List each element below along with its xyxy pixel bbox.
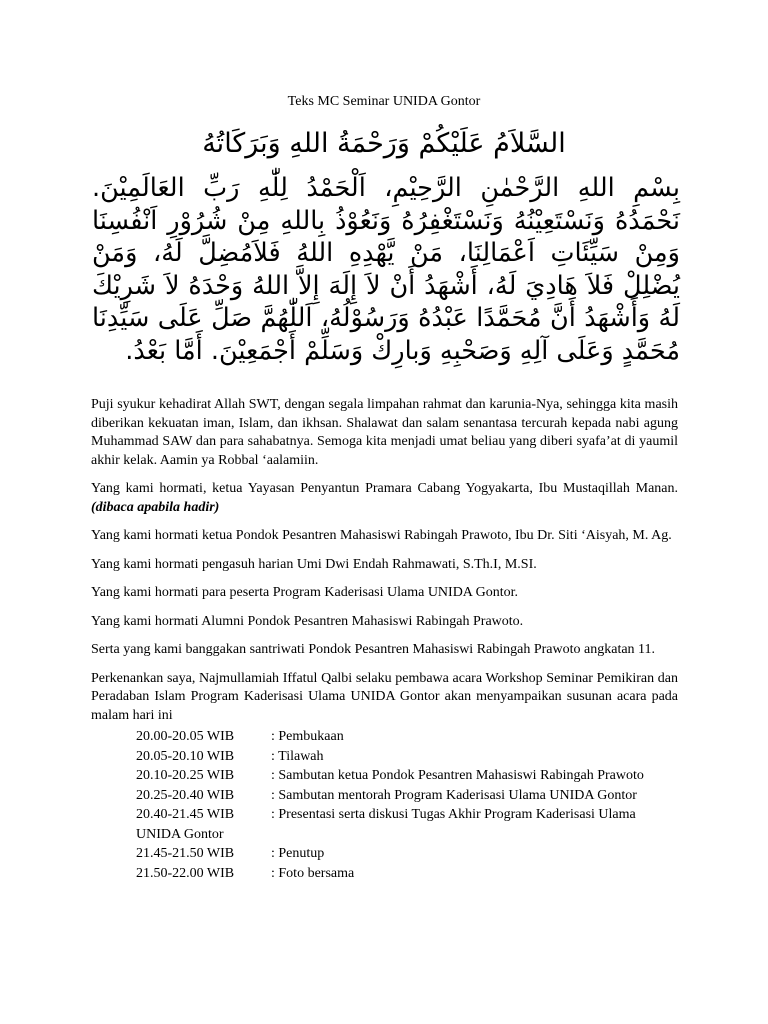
schedule-row (136, 844, 681, 864)
schedule-time: 20.05-20.10 WIB (136, 748, 235, 764)
schedule-time: 21.50-22.00 WIB (136, 865, 235, 881)
greeting-yayasan-text: Yang kami hormati, ketua Yayasan Penyantun Pramara Cabang Yogyakarta, Ibu Mustaqillah Manan. (91, 481, 678, 496)
greeting-note: (dibaca apabila hadir) (91, 499, 220, 515)
schedule-time: 20.00-20.05 WIB (136, 729, 235, 744)
schedule-row (136, 786, 681, 806)
schedule-activity: : Foto bersama (271, 865, 355, 881)
schedule-activity: : Penutup (271, 846, 325, 861)
paragraph-gratitude: Puji syukur kehadirat Allah SWT, dengan segala limpahan rahmat dan karunia-Nya, sehingga kita masih diberikan kekuatan iman, Islam, dan ikhsan. Shalawat dan salam senantasa tercurah kepada nabi agung Muhammad SAW dan para sahabatnya. Semoga kita menjadi umat beliau yang diberi syafa’at di yaumil akhir kelak. Aamin ya Robbal ‘aalamiin. (91, 397, 678, 468)
paragraph-greeting-peserta: Yang kami hormati para peserta Program Kaderisasi Ulama UNIDA Gontor. (91, 585, 519, 600)
paragraph-introduction: Perkenankan saya, Najmullamiah Iffatul Qalbi selaku pembawa acara Workshop Seminar Pemikiran dan Peradaban Islam Program Kaderisasi Ulama UNIDA Gontor akan menyampaikan susunan acara pada malam hari ini (91, 670, 678, 723)
paragraph-greeting-yayasan (91, 480, 678, 517)
schedule-time: 20.10-20.25 WIB (136, 768, 235, 783)
schedule-activity: : Sambutan ketua Pondok Pesantren Mahasiswi Rabingah Prawoto (271, 768, 644, 783)
schedule-time: 20.25-20.40 WIB (136, 787, 235, 803)
schedule-row (136, 747, 681, 767)
document-title: Teks MC Seminar UNIDA Gontor (287, 94, 481, 109)
schedule-activity: : Tilawah (271, 748, 324, 764)
arabic-salam: السَّلاَمُ عَلَيْكُمْ وَرَحْمَةُ اللهِ وَبَرَكَاتُهُ (202, 128, 566, 159)
paragraph-greeting-alumni: Yang kami hormati Alumni Pondok Pesantren Mahasiswi Rabingah Prawoto. (91, 613, 524, 629)
schedule-row (136, 727, 681, 747)
schedule-time: 20.40-21.45 WIB (136, 807, 235, 822)
body-text (91, 396, 678, 883)
schedule-time: 21.45-21.50 WIB (136, 846, 235, 861)
schedule-list (136, 727, 681, 883)
schedule-row (136, 805, 681, 844)
paragraph-greeting-pengasuh: Yang kami hormati pengasuh harian Umi Dwi Endah Rahmawati, S.Th.I, M.SI. (91, 556, 537, 572)
paragraph-greeting-pondok: Yang kami hormati ketua Pondok Pesantren Mahasiswi Rabingah Prawoto, Ibu Dr. Siti ‘Aisyah, M. Ag. (91, 528, 672, 543)
schedule-row (136, 766, 681, 786)
schedule-activity: : Presentasi serta diskusi Tugas Akhir Program Kaderisasi Ulama (271, 807, 636, 822)
schedule-activity: : Pembukaan (271, 729, 344, 744)
schedule-activity: : Sambutan mentorah Program Kaderisasi Ulama UNIDA Gontor (271, 787, 637, 803)
arabic-opening-paragraph: بِسْمِ اللهِ الرَّحْمٰنِ الرَّحِيْمِ، اَلْحَمْدُ لِلّٰهِ رَبِّ العَالَمِيْنَ. نَحْمَدُهُ وَنَسْتَعِيْنُهُ وَنَسْتَغْفِرُهُ وَنَعُوْذُ بِاللهِ مِنْ شُرُوْرِ اَنْفُسِنَا وَمِنْ سَيِّئَاتِ اَعْمَالِنَا، مَنْ يَّهْدِهِ اللهُ فَلاَمُضِلَّ لَهُ، وَمَنْ يُضْلِلْ فَلاَ هَادِيَ لَهُ، أَشْهَدُ أَنْ لاَ إِلَهَ إِلاَّ اللهُ وَحْدَهُ لاَ شَرِيْكَ لَهُ وَأَشْهَدُ أَنَّ مُحَمَّدًا عَبْدُهُ وَرَسُوْلُهُ، اَللّٰهُمَّ صَلِّ عَلَى سَيِّدِنَا مُحَمَّدٍ وَعَلَى آلِهِ وَصَحْبِهِ وَبارِكْ وَسَلِّمْ أَجْمَعِيْنَ. أَمَّا بَعْدُ. (92, 173, 680, 366)
paragraph-greeting-santriwati: Serta yang kami banggakan santriwati Pondok Pesantren Mahasiswi Rabingah Prawoto angkatan 11. (91, 642, 656, 657)
schedule-row (136, 864, 681, 884)
schedule-activity-continued: UNIDA Gontor (136, 826, 224, 842)
